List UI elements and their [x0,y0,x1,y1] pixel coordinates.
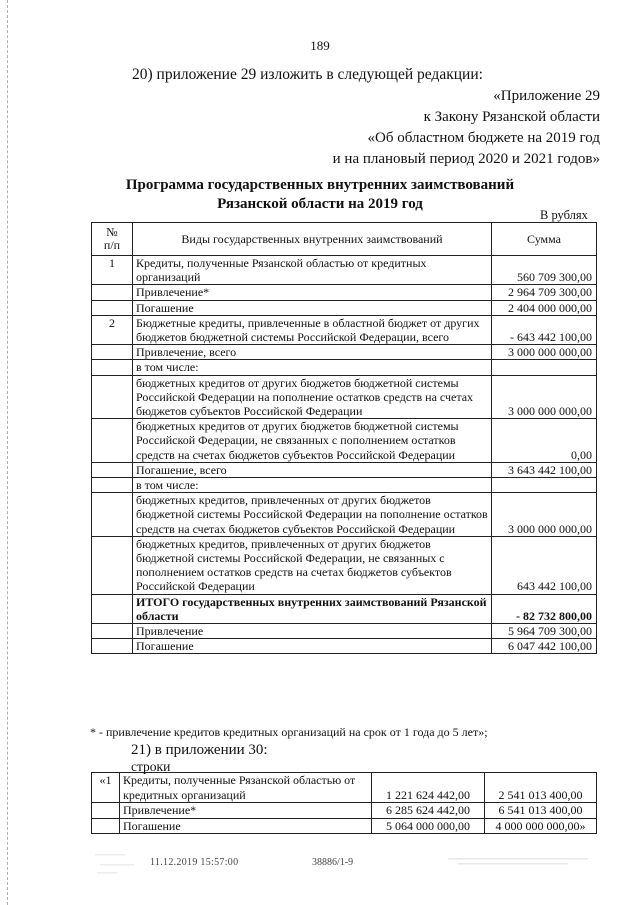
row-amount: 3 000 000 000,00 [492,493,597,537]
row-description: бюджетных кредитов, привлеченных от других бюджетов бюджетной системы Российской Федерации на пополнение остатков средств на счетах бюджетов субъектов Российской Федерации [133,493,492,537]
table-row [92,493,597,537]
footer-timestamp: 11.12.2019 15:57:00 [150,857,239,868]
row-description: ИТОГО государственных внутренних заимствований Рязанской области [133,594,492,623]
sub-table-row [92,803,597,819]
row-description: Кредиты, полученные Рязанской областью от кредитных организаций [133,256,492,285]
sub-table-row [92,773,597,803]
row-amount: 3 643 442 100,00 [492,462,597,477]
table-row [92,315,597,344]
row-amount: 6 047 442 100,00 [492,639,597,654]
borrowing-program-table [91,222,597,654]
page-number: 189 [310,38,330,53]
header-sum: Сумма [492,223,597,256]
row-number: 2 [92,315,133,344]
table-row [92,462,597,477]
row-description: Погашение [133,639,492,654]
row-amount: 0,00 [492,419,597,463]
table-row [92,478,597,493]
faint-scan-mark [95,850,135,878]
row-amount: - 643 442 100,00 [492,315,597,344]
table-row [92,300,597,315]
sub-row-amount-2021: 2 541 013 400,00 [485,773,597,803]
row-number [92,300,133,315]
table-row [92,639,597,654]
sub-row-amount-2020: 6 285 624 442,00 [372,803,485,819]
row-number [92,478,133,493]
sub-row-amount-2021: 6 541 013 400,00 [485,803,597,819]
sub-row-description: Погашение [120,818,372,834]
row-number [92,594,133,623]
row-number [92,462,133,477]
binder-edge-line [7,0,8,905]
strings-label: строки [131,759,171,774]
row-amount [492,478,597,493]
sub-row-description: Привлечение* [120,803,372,819]
row-number [92,536,133,594]
header-num: № п/п [92,223,133,256]
row-amount: 3 000 000 000,00 [492,345,597,360]
appendix-header-line-4: и на плановый период 2020 и 2021 годов» [332,151,600,167]
row-amount: 2 404 000 000,00 [492,300,597,315]
row-description: бюджетных кредитов от других бюджетов бюджетной системы Российской Федерации, не связанных с пополнением остатков средств на счетах бюджетов субъектов Российской Федерации [133,419,492,463]
table-row [92,375,597,419]
row-description: Привлечение [133,624,492,639]
row-number [92,345,133,360]
table-row [92,419,597,463]
row-description: Привлечение, всего [133,345,492,360]
table-row [92,345,597,360]
row-description: Погашение, всего [133,462,492,477]
row-amount: 5 964 709 300,00 [492,624,597,639]
row-description: бюджетных кредитов, привлеченных от других бюджетов бюджетной системы Российской Федерации, не связанных с пополнением остатков средств на счетах бюджетов субъектов Российской Федерации [133,536,492,594]
row-number: 1 [92,256,133,285]
row-description: бюджетных кредитов от других бюджетов бюджетной системы Российской Федерации на пополнение остатков средств на счетах бюджетов субъектов Российской Федерации [133,375,492,419]
appendix-header-line-2: к Закону Рязанской области [423,109,600,125]
row-amount: 2 964 709 300,00 [492,285,597,300]
table-row [92,256,597,285]
row-description: в том числе: [133,478,492,493]
title-line-2: Рязанской области на 2019 год [217,196,423,212]
row-description: Бюджетные кредиты, привлеченные в областной бюджет от других бюджетов бюджетной системы Российской Федерации, всего [133,315,492,344]
amendment-instruction-2: 21) в приложении 30: [131,742,268,758]
row-number [92,285,133,300]
row-amount [492,360,597,375]
sub-row-amount-2020: 1 221 624 442,00 [372,773,485,803]
appendix-30-table [91,772,597,834]
table-row [92,624,597,639]
row-description: Привлечение* [133,285,492,300]
row-number [92,639,133,654]
row-number [92,375,133,419]
row-description: Погашение [133,300,492,315]
sub-row-number [92,803,120,819]
sub-row-number [92,818,120,834]
table-row [92,360,597,375]
row-number [92,419,133,463]
unit-label: В рублях [540,208,588,222]
sub-row-number: «1 [92,773,120,803]
appendix-header-line-3: «Об областном бюджете на 2019 год [367,130,600,146]
footer-doc-id: 38886/1-9 [312,857,354,868]
row-amount: 643 442 100,00 [492,536,597,594]
title-line-1: Программа государственных внутренних заимствований [125,177,515,193]
sub-row-amount-2020: 5 064 000 000,00 [372,818,485,834]
sub-table-row [92,818,597,834]
table-row [92,594,597,623]
faint-stamp-mark [448,853,588,869]
row-amount: 560 709 300,00 [492,256,597,285]
row-amount: - 82 732 800,00 [492,594,597,623]
header-type: Виды государственных внутренних заимствований [133,223,492,256]
table-row [92,285,597,300]
footnote: * - привлечение кредитов кредитных организаций на срок от 1 года до 5 лет»; [90,725,488,739]
table-row [92,536,597,594]
table-header-row [92,223,597,256]
row-amount: 3 000 000 000,00 [492,375,597,419]
sub-row-amount-2021: 4 000 000 000,00» [485,818,597,834]
row-description: в том числе: [133,360,492,375]
sub-row-description: Кредиты, полученные Рязанской областью от кредитных организаций [120,773,372,803]
row-number [92,360,133,375]
appendix-header-line-1: «Приложение 29 [493,88,600,104]
row-number [92,624,133,639]
row-number [92,493,133,537]
amendment-instruction: 20) приложение 29 изложить в следующей редакции: [132,66,483,83]
